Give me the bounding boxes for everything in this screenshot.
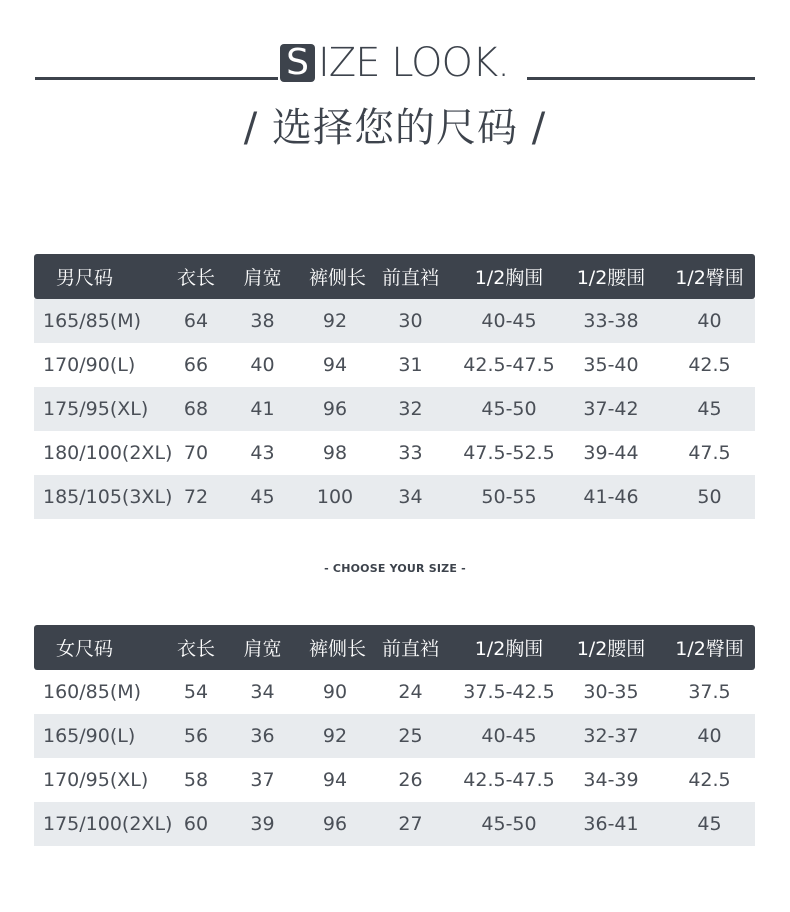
table-cell: 40 <box>250 354 275 376</box>
table-cell: 185/105(3XL) <box>43 486 173 508</box>
table-cell: 100 <box>316 486 354 508</box>
table-cell: 47.5 <box>688 442 731 464</box>
table-cell: 66 <box>183 354 209 376</box>
table-row <box>34 431 755 475</box>
table-cell: 70 <box>183 442 209 464</box>
table-cell: 54 <box>183 681 209 703</box>
table-cell: 50 <box>697 486 722 508</box>
title-rule-left <box>35 77 278 80</box>
header-cell: 1/2腰围 <box>576 267 646 289</box>
table-cell: 34-39 <box>583 769 639 791</box>
table-cell: 175/95(XL) <box>43 398 149 420</box>
table-cell: 90 <box>322 681 348 703</box>
table-cell: 24 <box>398 681 423 703</box>
table-cell: 39 <box>250 813 275 835</box>
table-cell: 42.5 <box>688 354 731 376</box>
header-cell: 肩宽 <box>243 638 282 660</box>
table-cell: 42.5-47.5 <box>463 769 555 791</box>
women-size-table <box>34 625 755 846</box>
table-cell: 160/85(M) <box>43 681 142 703</box>
subtitle-text: / 选择您的尺码 / <box>243 105 547 151</box>
table-cell: 98 <box>322 442 348 464</box>
header-cell: 裤侧长 <box>309 267 367 289</box>
choose-size-divider: - CHOOSE YOUR SIZE - <box>324 562 466 575</box>
table-cell: 36-41 <box>583 813 639 835</box>
table-cell: 34 <box>398 486 423 508</box>
table-cell: 30-35 <box>583 681 639 703</box>
table-cell: 40 <box>697 725 722 747</box>
table-cell: 94 <box>322 354 348 376</box>
table-cell: 165/90(L) <box>43 725 136 747</box>
table-cell: 170/95(XL) <box>43 769 149 791</box>
table-cell: 26 <box>398 769 423 791</box>
men-table-header <box>34 254 755 299</box>
table-cell: 60 <box>183 813 209 835</box>
table-cell: 40 <box>697 310 722 332</box>
table-cell: 37.5 <box>688 681 731 703</box>
table-cell: 41-46 <box>583 486 639 508</box>
header-cell: 1/2胸围 <box>474 638 544 660</box>
table-cell: 96 <box>322 813 348 835</box>
header-cell: 前直裆 <box>381 638 439 660</box>
table-cell: 38 <box>250 310 275 332</box>
table-row <box>34 299 755 343</box>
table-cell: 58 <box>183 769 209 791</box>
table-cell: 175/100(2XL) <box>43 813 173 835</box>
table-row <box>34 343 755 387</box>
table-cell: 94 <box>322 769 348 791</box>
table-cell: 25 <box>398 725 423 747</box>
table-cell: 40-45 <box>481 725 537 747</box>
table-cell: 68 <box>183 398 209 420</box>
table-row <box>34 802 755 846</box>
table-cell: 31 <box>398 354 423 376</box>
table-row <box>34 758 755 802</box>
header-cell: 前直裆 <box>381 267 439 289</box>
header-cell: 肩宽 <box>243 267 282 289</box>
table-cell: 42.5-47.5 <box>463 354 555 376</box>
table-cell: 32 <box>398 398 423 420</box>
table-cell: 56 <box>183 725 209 747</box>
table-cell: 45-50 <box>481 398 537 420</box>
table-cell: 33-38 <box>583 310 639 332</box>
table-cell: 72 <box>183 486 209 508</box>
logo-text: IZE LOOK. <box>318 40 509 86</box>
table-cell: 165/85(M) <box>43 310 142 332</box>
table-cell: 92 <box>322 725 348 747</box>
table-cell: 42.5 <box>688 769 731 791</box>
title-rule-right <box>527 77 755 80</box>
table-cell: 36 <box>250 725 275 747</box>
table-cell: 34 <box>250 681 275 703</box>
header-cell: 男尺码 <box>56 267 114 289</box>
table-cell: 37-42 <box>583 398 639 420</box>
header-cell: 裤侧长 <box>309 638 367 660</box>
table-cell: 32-37 <box>583 725 639 747</box>
table-cell: 170/90(L) <box>43 354 136 376</box>
table-cell: 43 <box>250 442 275 464</box>
header-cell: 女尺码 <box>56 638 114 660</box>
header-cell: 衣长 <box>176 267 215 289</box>
men-size-table <box>34 254 755 519</box>
table-cell: 37.5-42.5 <box>463 681 555 703</box>
header-cell: 1/2臀围 <box>675 638 744 660</box>
table-cell: 45 <box>250 486 275 508</box>
table-cell: 39-44 <box>583 442 639 464</box>
table-row <box>34 714 755 758</box>
women-table-header <box>34 625 755 670</box>
table-cell: 41 <box>250 398 275 420</box>
table-cell: 35-40 <box>583 354 639 376</box>
header-cell: 衣长 <box>176 638 215 660</box>
table-row <box>34 475 755 519</box>
header-cell: 1/2腰围 <box>576 638 646 660</box>
table-cell: 45-50 <box>481 813 537 835</box>
header-cell: 1/2胸围 <box>474 267 544 289</box>
table-row <box>34 670 755 714</box>
table-cell: 64 <box>183 310 209 332</box>
table-cell: 30 <box>398 310 423 332</box>
table-cell: 45 <box>697 813 722 835</box>
size-look-logo <box>280 40 509 86</box>
table-row <box>34 387 755 431</box>
header-cell: 1/2臀围 <box>675 267 744 289</box>
table-cell: 27 <box>398 813 423 835</box>
table-cell: 45 <box>697 398 722 420</box>
page-subtitle <box>0 100 790 156</box>
table-cell: 47.5-52.5 <box>463 442 555 464</box>
table-cell: 50-55 <box>481 486 537 508</box>
table-cell: 96 <box>322 398 348 420</box>
table-cell: 92 <box>322 310 348 332</box>
table-cell: 40-45 <box>481 310 537 332</box>
logo-letter-box: S <box>280 44 315 82</box>
table-cell: 180/100(2XL) <box>43 442 173 464</box>
table-cell: 37 <box>250 769 275 791</box>
table-cell: 33 <box>398 442 423 464</box>
